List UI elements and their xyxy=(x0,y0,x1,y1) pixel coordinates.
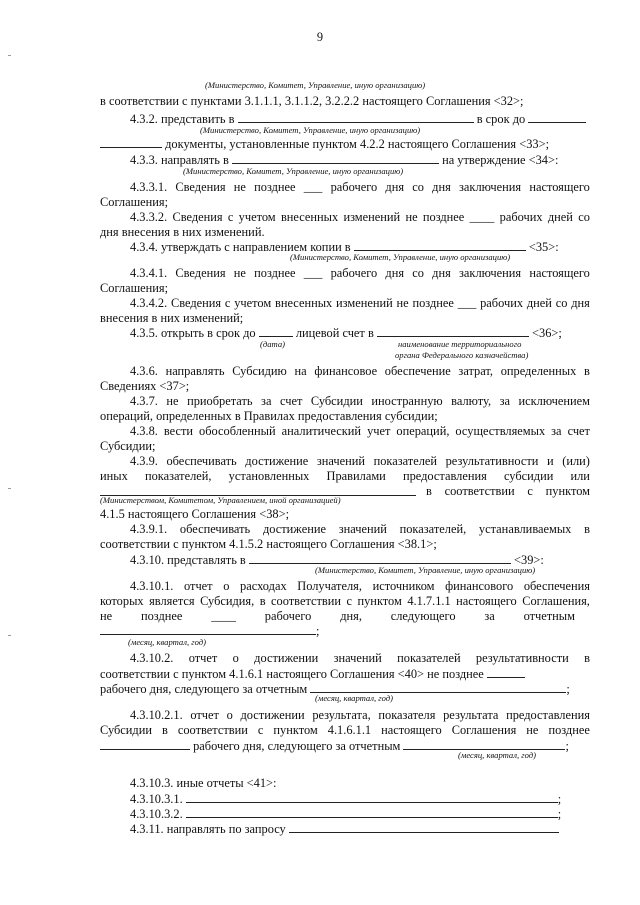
word: соответствии xyxy=(177,723,248,737)
word: Субсидия, xyxy=(200,594,255,608)
word: с xyxy=(257,723,264,737)
word: Сведения xyxy=(172,210,223,224)
word: пунктом xyxy=(357,594,402,608)
text-line: 4.3.2. представить в в срок до xyxy=(130,111,586,127)
blank-field xyxy=(354,239,526,251)
word: пунктом xyxy=(273,723,318,737)
text-line xyxy=(130,364,590,379)
word: ___ xyxy=(303,266,323,280)
word: отчет xyxy=(188,651,218,665)
text-line xyxy=(130,180,590,195)
word: позднее xyxy=(548,723,590,737)
blank-field xyxy=(249,552,511,564)
blank-field xyxy=(238,111,474,123)
word: не xyxy=(166,394,179,408)
page-number: 9 xyxy=(316,30,324,44)
word: показателей, xyxy=(144,469,212,483)
word: приобретать xyxy=(187,394,253,408)
word: заключения xyxy=(459,180,522,194)
word: отчетным xyxy=(523,609,575,623)
word: субсидии xyxy=(503,469,554,483)
margin-mark xyxy=(8,635,11,636)
text-line xyxy=(130,266,590,281)
blank-field xyxy=(186,806,558,818)
word: счет xyxy=(567,424,590,438)
word: внесенных xyxy=(275,296,333,310)
text-line: ; xyxy=(100,623,319,639)
word: валюту, xyxy=(451,394,492,408)
word: Сведения xyxy=(170,296,222,310)
word: установленных xyxy=(228,469,310,483)
text-line xyxy=(130,708,590,723)
note-date: (дата) xyxy=(260,339,285,349)
text-line xyxy=(130,424,590,439)
word: 4.3.9. xyxy=(130,454,158,468)
word: достижении xyxy=(254,651,319,665)
word: отчет xyxy=(190,708,219,722)
word: показателей, xyxy=(399,522,467,536)
text-line xyxy=(130,296,590,311)
text-line: Соглашения; xyxy=(100,195,169,209)
text-line xyxy=(426,484,590,499)
text-line xyxy=(100,723,590,738)
word: определенных xyxy=(500,364,577,378)
blank-field xyxy=(528,111,586,123)
word: настоящего xyxy=(381,723,442,737)
word: обособленный xyxy=(199,424,276,438)
note-org: (Министерство, Комитет, Управление, иную организацию) xyxy=(183,166,404,176)
word: заключения xyxy=(459,266,522,280)
word: обеспечивать xyxy=(179,522,251,536)
word: рабочего xyxy=(264,609,312,623)
word: с xyxy=(346,594,353,608)
word: 4.1.7.1.1 xyxy=(407,594,451,608)
text-line: внесения в них изменений; xyxy=(100,311,244,325)
word: результата, xyxy=(312,708,371,722)
text-line: 4.3.11. направлять по запросу xyxy=(130,821,559,837)
blank-field xyxy=(377,325,529,337)
word: не xyxy=(526,723,539,737)
word: на xyxy=(294,364,307,378)
word: 4.3.10.2. xyxy=(130,651,174,665)
word: позднее xyxy=(140,609,183,623)
word: 4.3.8. xyxy=(130,424,158,438)
word: рабочего xyxy=(330,180,378,194)
word: операций, xyxy=(396,424,450,438)
word: пунктом xyxy=(545,484,590,498)
word: о xyxy=(223,579,230,593)
blank-field xyxy=(186,791,558,803)
word: за xyxy=(551,424,562,438)
word: финансового xyxy=(445,579,514,593)
note-org: (Министерство, Комитет, Управление, иную организацию) xyxy=(200,125,421,135)
word: обеспечения xyxy=(523,579,590,593)
note-org: (Министерством, Комитетом, Управлением, иной организацией) xyxy=(100,495,341,505)
word: со xyxy=(555,296,568,310)
note-org: (Министерство, Комитет, Управление, иную организацию) xyxy=(205,80,426,90)
note-org: (Министерство, Комитет, Управление, иную организацию) xyxy=(315,565,536,575)
word: достижении xyxy=(240,708,305,722)
blank-field xyxy=(310,681,566,693)
word: которых xyxy=(100,594,144,608)
word: настоящего xyxy=(529,180,590,194)
word: ___ xyxy=(457,296,477,310)
word: иных xyxy=(100,469,128,483)
margin-mark xyxy=(8,55,11,56)
word: Субсидии xyxy=(100,723,152,737)
word: со xyxy=(578,210,590,224)
word: с xyxy=(227,210,234,224)
word: соответствии xyxy=(271,594,342,608)
word: Сведения xyxy=(175,266,226,280)
word: дня, xyxy=(340,609,362,623)
text-line: документы, установленные пунктом 4.2.2 настоящего Соглашения <33>; xyxy=(100,136,549,152)
text-line: в соответствии с пунктами 3.1.1.1, 3.1.1.2, 3.2.2.2 настоящего Соглашения <32>; xyxy=(100,94,524,108)
word: 4.3.4.2. xyxy=(130,296,168,310)
word: значений xyxy=(333,651,382,665)
word: не xyxy=(396,296,409,310)
word: достижение xyxy=(245,454,309,468)
word: дней xyxy=(526,296,552,310)
text-line: операций, определенных в Правилах предоставления субсидии; xyxy=(100,409,438,423)
word: является xyxy=(149,594,195,608)
word: 4.1.6.1.1 xyxy=(327,723,372,737)
note-period: (месяц, квартал, год) xyxy=(315,693,394,703)
word: соответствии xyxy=(444,484,515,498)
word: в xyxy=(259,594,266,608)
word: в xyxy=(584,651,590,665)
text-line: Субсидии; xyxy=(100,439,156,453)
word: с xyxy=(224,296,231,310)
note-org: (Министерство, Комитет, Управление, иную организацию) xyxy=(290,252,511,262)
text-line xyxy=(130,651,590,666)
blank-field xyxy=(232,152,439,164)
word: (или) xyxy=(562,454,590,468)
text-line: 4.3.10.3.1. ; xyxy=(130,792,562,806)
word: показателей xyxy=(397,651,461,665)
text-line: дня внесения в них изменений. xyxy=(100,225,265,239)
word: со xyxy=(412,180,424,194)
text-line: 4.3.5. открыть в срок до лицевой счет в <36>; xyxy=(130,326,562,340)
word: 4.3.9.1. xyxy=(130,522,168,536)
text-line: 4.3.10.3.2. ; xyxy=(130,807,562,821)
word: источником xyxy=(372,579,435,593)
word: счет xyxy=(279,394,303,408)
text-line xyxy=(130,522,590,537)
word: обеспечение xyxy=(384,364,451,378)
word: с xyxy=(527,484,533,498)
word: значений xyxy=(316,454,366,468)
word: Правилами xyxy=(326,469,386,483)
word: результата xyxy=(443,708,499,722)
word: позднее xyxy=(422,210,465,224)
word: затрат, xyxy=(458,364,494,378)
word: ____ xyxy=(469,210,495,224)
word: аналитический xyxy=(281,424,362,438)
word: за xyxy=(261,394,272,408)
text-line: рабочего дня, следующего за отчетным ; xyxy=(100,738,569,754)
word: не xyxy=(100,609,113,623)
word: значений xyxy=(338,522,387,536)
text-line xyxy=(130,454,590,469)
word: в xyxy=(584,522,590,536)
word: Соглашения, xyxy=(522,594,590,608)
word: учетом xyxy=(234,296,272,310)
text-line xyxy=(130,394,590,409)
word: осуществляемых xyxy=(455,424,546,438)
word: рабочего xyxy=(330,266,378,280)
word: 4.3.10.1. xyxy=(130,579,174,593)
word: ___ xyxy=(303,180,323,194)
text-line: 4.3.3. направлять в на утверждение <34>: xyxy=(130,153,559,167)
word: 4.3.7. xyxy=(130,394,158,408)
word: не xyxy=(233,266,246,280)
word: предоставления xyxy=(402,469,487,483)
text-line xyxy=(100,594,590,609)
word: не xyxy=(405,210,418,224)
blank-field xyxy=(100,623,316,635)
word: исключением xyxy=(518,394,590,408)
word: 4.3.3.2. xyxy=(130,210,168,224)
word: результативности xyxy=(475,651,569,665)
word: дней xyxy=(547,210,573,224)
note-period: (месяц, квартал, год) xyxy=(128,637,207,647)
word: в xyxy=(162,723,168,737)
word: настоящего xyxy=(529,266,590,280)
word: дня xyxy=(571,296,590,310)
margin-mark xyxy=(8,488,11,489)
word: в xyxy=(584,364,590,378)
word: внесенных xyxy=(280,210,339,224)
text-line: Соглашения; xyxy=(100,281,169,295)
word: показателя xyxy=(378,708,436,722)
word: показателей xyxy=(373,454,438,468)
text-line xyxy=(100,469,590,484)
word: рабочих xyxy=(480,296,524,310)
word: позднее xyxy=(254,266,296,280)
word: о xyxy=(232,651,239,665)
text-line: 4.3.4. утверждать с направлением копии в <35>: xyxy=(130,240,559,254)
word: Соглашения xyxy=(451,723,517,737)
word: за xyxy=(499,394,510,408)
word: финансовое xyxy=(314,364,378,378)
word: 4.3.3.1. xyxy=(130,180,168,194)
word: о xyxy=(226,708,233,722)
word: достижение xyxy=(262,522,326,536)
blank-field xyxy=(259,325,293,337)
text-line xyxy=(130,210,590,225)
text-line: соответствии с пунктом 4.1.6.1 настоящего Соглашения <40> не позднее xyxy=(100,666,525,682)
word: и xyxy=(547,454,554,468)
word: учетом xyxy=(238,210,276,224)
text-line: 4.3.10. представлять в <39>: xyxy=(130,553,544,567)
word: 4.3.4.1. xyxy=(130,266,168,280)
word: дня xyxy=(432,180,451,194)
word: в xyxy=(426,484,432,498)
text-line: 4.1.5 настоящего Соглашения <38>; xyxy=(100,507,290,521)
text-line xyxy=(130,579,590,594)
word: Субсидию xyxy=(232,364,287,378)
word: предоставления xyxy=(506,708,590,722)
note-period: (месяц, квартал, год) xyxy=(458,750,537,760)
word: 4.3.10.2.1. xyxy=(130,708,183,722)
word: 4.3.6. xyxy=(130,364,158,378)
blank-field xyxy=(403,738,565,750)
word: иностранную xyxy=(371,394,443,408)
word: Получателя, xyxy=(297,579,362,593)
word: Сведения xyxy=(175,180,226,194)
word: или xyxy=(570,469,590,483)
word: дня xyxy=(432,266,451,280)
word: дня xyxy=(385,180,405,194)
blank-field xyxy=(100,738,190,750)
blank-field xyxy=(487,666,525,678)
text-line xyxy=(100,609,575,624)
text-line: Сведениях <37>; xyxy=(100,379,190,393)
word: расходах xyxy=(240,579,287,593)
word: следующего xyxy=(390,609,456,623)
text-line: 4.3.10.3. иные отчеты <41>: xyxy=(130,776,277,790)
text-line: соответствии с пунктом 4.1.5.2 настоящего Соглашения <38.1>; xyxy=(100,537,437,551)
word: рабочих xyxy=(499,210,543,224)
word: настоящего xyxy=(456,594,517,608)
text-line: рабочего дня, следующего за отчетным ; xyxy=(100,682,570,696)
word: направлять xyxy=(165,364,225,378)
word: позднее xyxy=(254,180,296,194)
word: позднее xyxy=(412,296,454,310)
word: отчет xyxy=(184,579,213,593)
word: результативности xyxy=(445,454,539,468)
word: устанавливаемых xyxy=(478,522,572,536)
word: учет xyxy=(367,424,391,438)
word: не xyxy=(233,180,246,194)
word: изменений xyxy=(343,210,401,224)
note-treasury: органа Федерального казначейства) xyxy=(395,350,529,360)
word: за xyxy=(484,609,495,623)
blank-field xyxy=(289,821,559,833)
word: со xyxy=(412,266,424,280)
note-treasury: наименование территориального xyxy=(398,339,522,349)
word: вести xyxy=(163,424,194,438)
word: обеспечивать xyxy=(166,454,237,468)
word: Субсидии xyxy=(310,394,363,408)
blank-field xyxy=(100,136,162,148)
word: изменений xyxy=(336,296,393,310)
word: дня xyxy=(385,266,405,280)
word: ____ xyxy=(211,609,236,623)
